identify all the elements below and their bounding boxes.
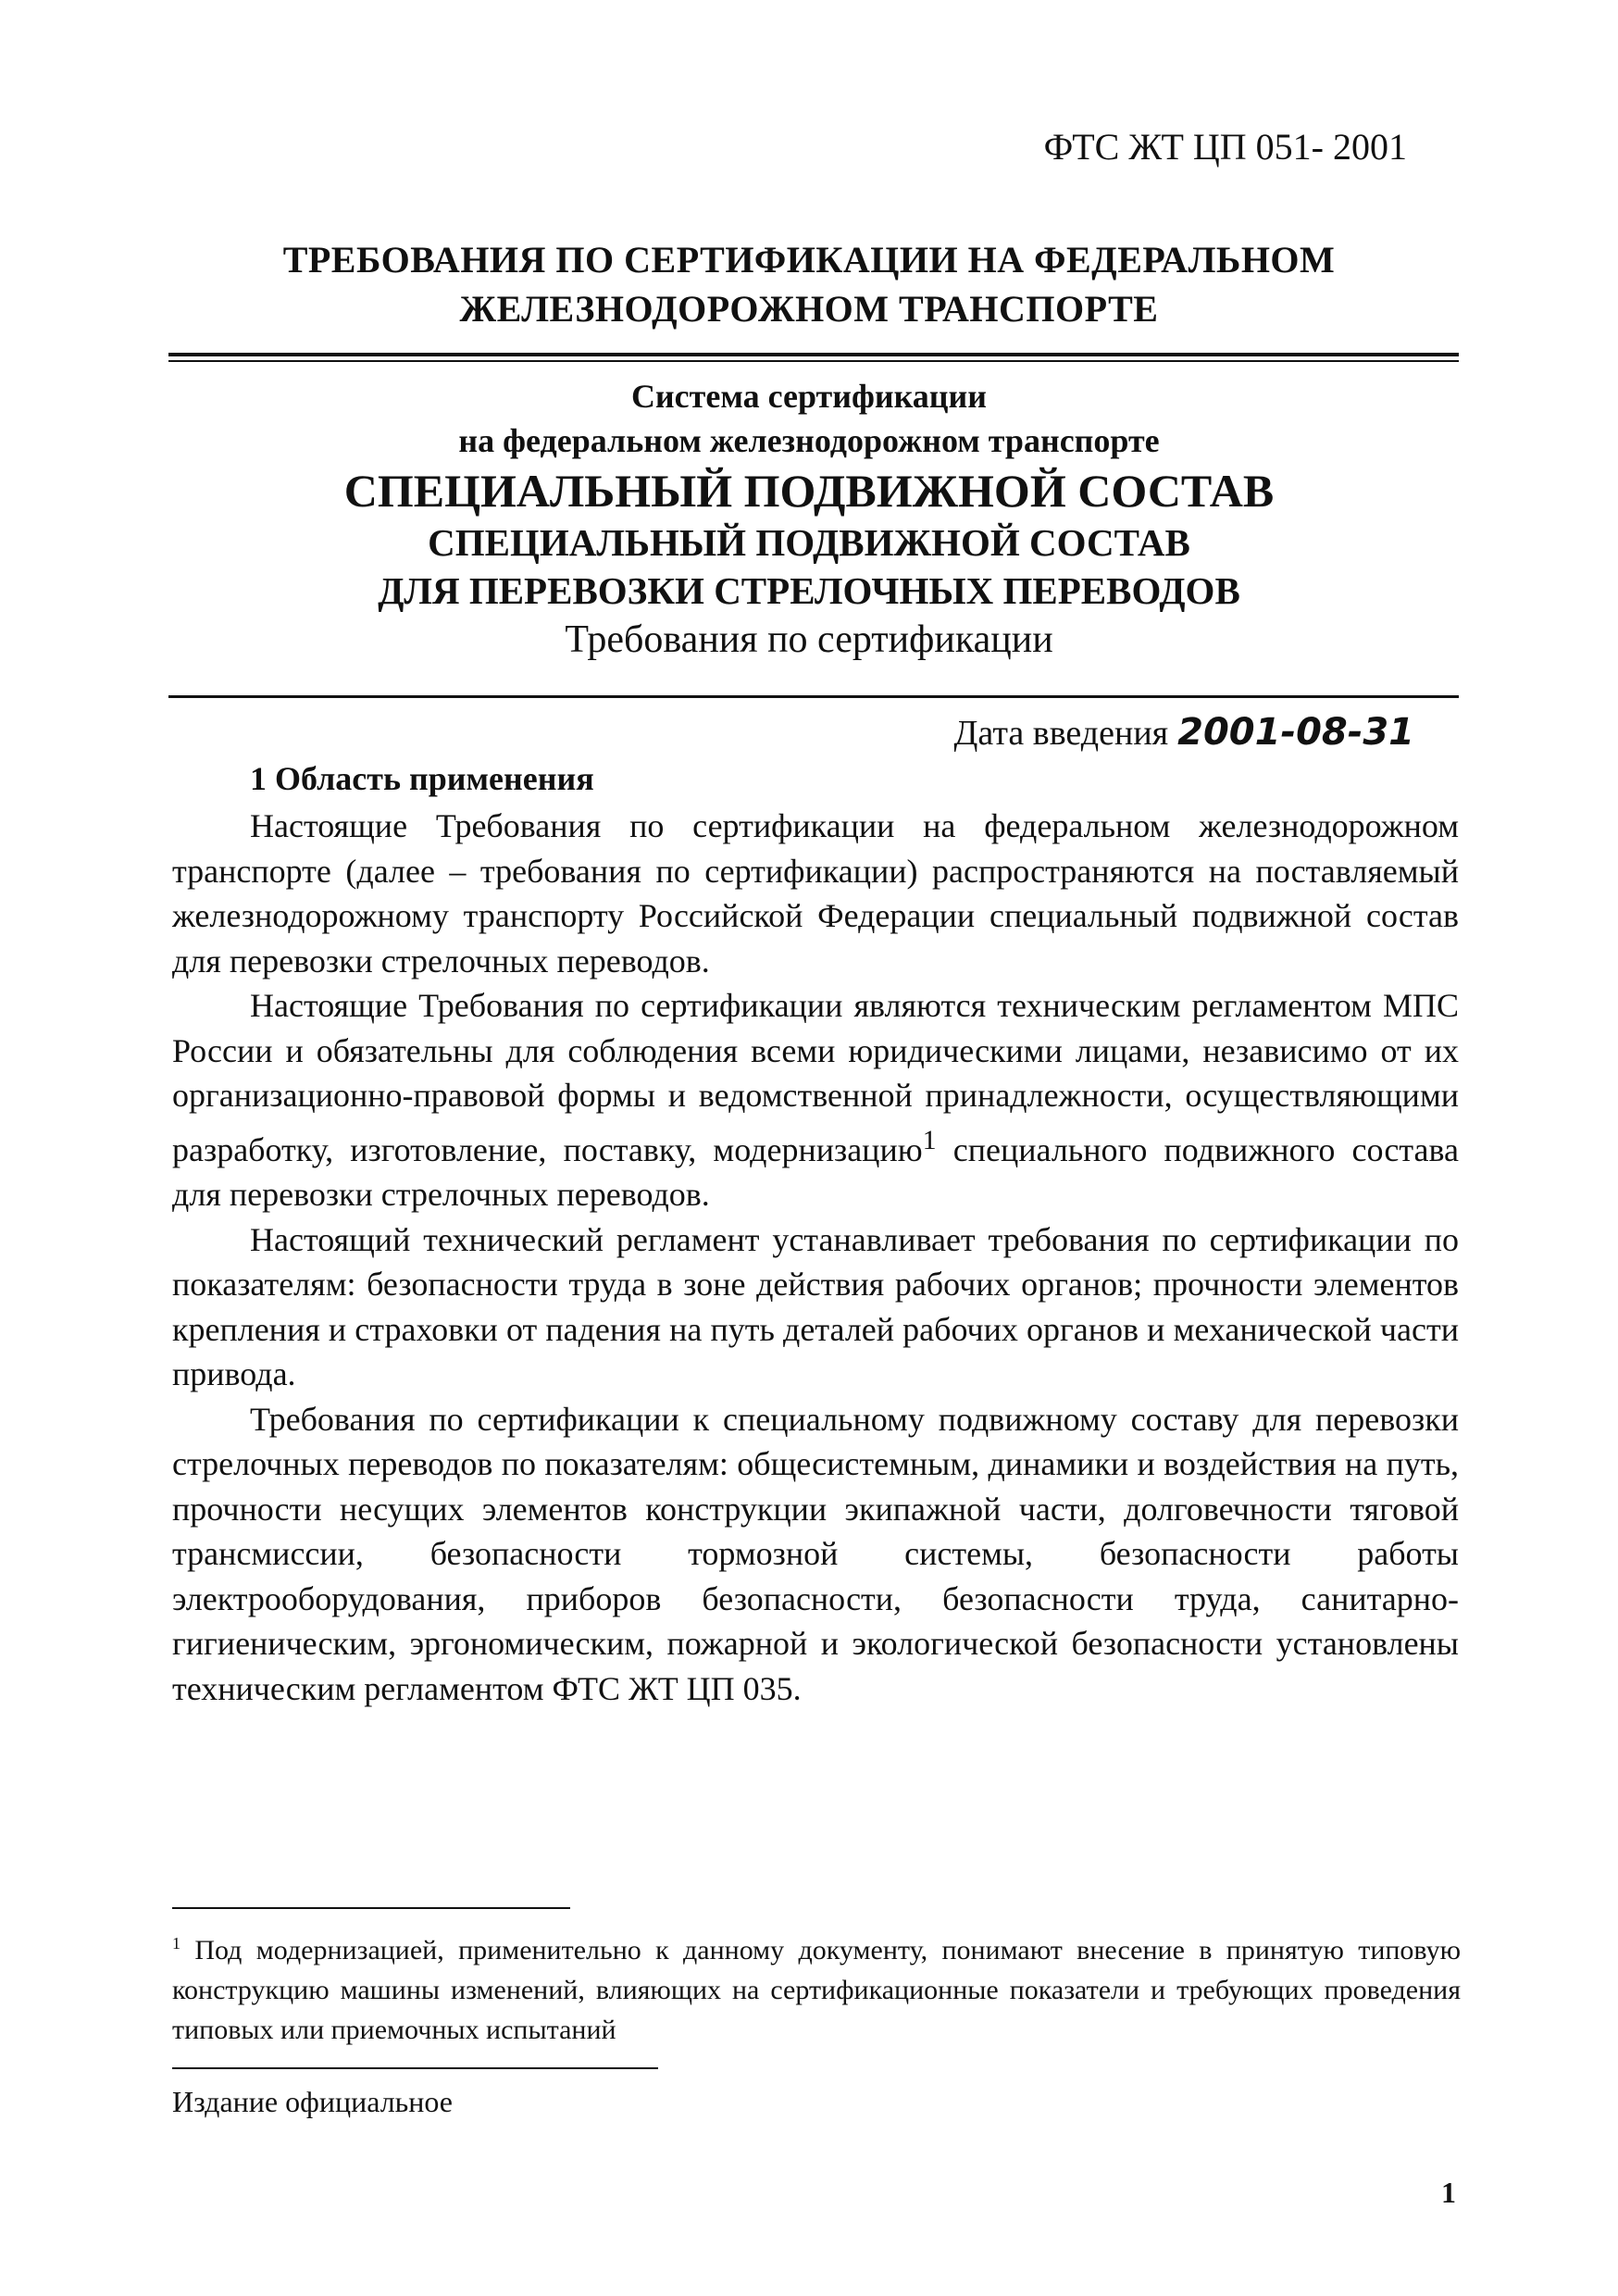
header-rule-thick [168,353,1459,356]
footnote-rule [172,1907,570,1909]
paragraph: Требования по сертификации к специальному подвижному составу для перевозки стрелочных переводов по показателям: общесистемным, динамики и воздействия на путь, прочности несущих элементов конструкции экипажной части, долговечности тяговой трансмиссии, безопасности тормозной системы, безопасности работы электрооборудования, приборов безопасности, безопасности труда, санитарно-гигиеническим, эргономическим, пожарной и экологической безопасности установлены техническим регламентом ФТС ЖТ ЦП 035. [172,1400,1459,1707]
series-title [139,235,1479,333]
footnote-text: Под модернизацией, применительно к данному документу, понимают внесение в принятую типовую конструкцию машины изменений, влияющих на сертификационные показатели и требующих проведения типовых или приемочных испытаний [172,1935,1461,2045]
edition-label: Издание официальное [172,2085,453,2118]
series-title-line: ЖЕЛЕЗНОДОРОЖНОМ ТРАНСПОРТЕ [459,288,1159,330]
edition-rule [172,2067,658,2069]
paragraph: Настоящие Требования по сертификации на федеральном железнодорожном транспорте (далее – требования по сертификации) распространяются на поставляемый железнодорожному транспорту Российской Федерации специальный подвижной состав для перевозки стрелочных переводов. [172,807,1459,980]
date-label: Дата введения [953,714,1169,753]
series-title-line: ТРЕБОВАНИЯ ПО СЕРТИФИКАЦИИ НА ФЕДЕРАЛЬНОМ [282,239,1336,281]
section-title: 1 Область применения [250,760,594,797]
paragraph [172,983,1459,1217]
requirements-label: Требования по сертификации [565,618,1053,661]
document-title-line-2: СПЕЦИАЛЬНЫЙ ПОДВИЖНОЙ СОСТАВ [428,521,1190,564]
body-text [172,804,1459,1711]
introduction-date [954,711,1414,754]
title-rule [168,695,1459,698]
paragraph: Настоящий технический регламент устанавливает требования по сертификации по показателям: безопасности труда в зоне действия рабочих органов; прочности элементов крепления и страховки от падения на путь деталей рабочих органов и механической части привода. [172,1220,1459,1392]
system-line-2: на федеральном железнодорожном транспорте [458,422,1160,459]
document-title-line-3: ДЛЯ ПЕРЕВОЗКИ СТРЕЛОЧНЫХ ПЕРЕВОДОВ [378,569,1240,612]
paragraph-tail: специального подвижного состава для перевозки стрелочных переводов. [172,1130,1460,1213]
footnote [172,1924,1461,2050]
footnote-mark: 1 [172,1934,180,1953]
page-number: 1 [1441,2176,1456,2209]
date-value: 2001-08-31 [1177,711,1414,754]
document-code: ФТС ЖТ ЦП 051- 2001 [1043,126,1407,168]
system-line-1: Система сертификации [630,378,988,415]
paragraph-text: Настоящие Требования по сертификации являются техническим регламентом МПС России и обязательны для соблюдения всеми юридическими лицами, независимо от их организационно-правовой формы и ведомственной принадлежности, осуществляющими разработку, изготовление, поставку, модернизацию [172,987,1459,1168]
footnote-reference: 1 [922,1124,937,1155]
header-rule-thin [168,360,1459,362]
document-title-main: СПЕЦИАЛЬНЫЙ ПОДВИЖНОЙ СОСТАВ [343,465,1275,517]
